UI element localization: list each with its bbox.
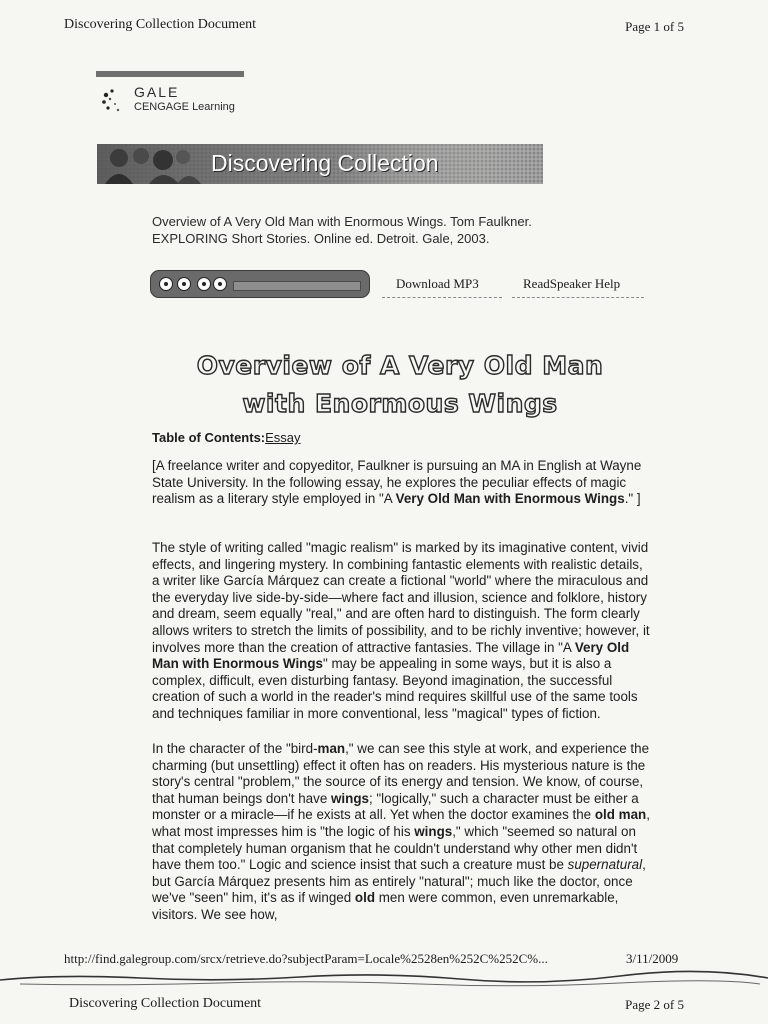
gale-dots-icon (100, 86, 126, 116)
article-title-line-1: Overview of A Very Old Man (196, 351, 604, 380)
intro-paragraph: [A freelance writer and copyeditor, Faulkner is pursuing an MA in English at Wayne State University. In the following essay, he explores the peculiar effects of magic realism as a literary style employed in "A Very Old Man with Enormous Wings." ] (152, 458, 642, 507)
play-button-icon[interactable] (159, 277, 173, 291)
table-of-contents (152, 430, 301, 445)
banner-title: Discovering Collection (211, 150, 439, 176)
header-doc-title: Discovering Collection Document (64, 17, 257, 32)
page-break-rule (0, 968, 768, 990)
pause-button-icon[interactable] (177, 277, 191, 291)
stop-button-icon[interactable] (197, 277, 211, 291)
footer-date: 3/11/2009 (626, 951, 679, 966)
logo-top-bar (96, 71, 244, 77)
toc-label: Table of Contents: (152, 430, 266, 445)
body-paragraph-1: The style of writing called "magic realism" is marked by its imaginative content, vivid effects, and lingering mystery. In combining fantastic elements with realistic details, a writer like García Márquez can create a fictional "world" where the miraculous and the everyday live side-by-side—where fact and illusion, science and folklore, history and dream, seem equally "real," and are often hard to distinguish. The form clearly allows writers to stretch the limits of possibility, and to be richly inventive; however, it involves more than the creation of attractive fantasies. The village in "A Very Old Man with Enormous Wings" may be appealing in some ways, but it is also a complex, difficult, even disturbing fantasy. Beyond imagination, the successful creation of such a world in the reader's mind requires skillful use of the same tools and techniques familiar in more conventional, less "magical" types of fiction. (152, 540, 650, 721)
discovering-collection-banner (97, 140, 543, 188)
citation-line-1: Overview of A Very Old Man with Enormous Wings. Tom Faulkner. (152, 214, 532, 229)
article-title (120, 347, 680, 423)
audio-progress-track[interactable] (233, 281, 361, 291)
header-page-number: Page 1 of 5 (625, 19, 684, 34)
download-mp3-link[interactable]: Download MP3 (396, 276, 479, 291)
toc-essay-link[interactable]: Essay (265, 430, 301, 445)
citation-line-2: EXPLORING Short Stories. Online ed. Detroit. Gale, 2003. (152, 231, 490, 246)
readspeaker-help-link[interactable]: ReadSpeaker Help (523, 276, 621, 291)
logo-sub: CENGAGE Learning (134, 101, 235, 113)
article-title-line-2: with Enormous Wings (242, 389, 558, 418)
download-link-underline (382, 297, 502, 298)
help-link-underline (512, 297, 644, 298)
gale-cengage-logo (100, 84, 270, 118)
next-page-number: Page 2 of 5 (625, 997, 684, 1012)
footer-url: http://find.galegroup.com/srcx/retrieve.do?subjectParam=Locale%2528en%252C%252C%... (64, 951, 548, 966)
audio-player[interactable] (150, 270, 370, 298)
citation (152, 213, 612, 247)
body-paragraph-2: In the character of the "bird-man," we can see this style at work, and experience the charming (but unsettling) effect it often has on readers. His mysterious nature is the story's central "problem," the source of its energy and tension. We know, of course, that human beings don't have wings; "logically," such a character must be either a monster or a miracle—if he exists at all. Yet when the doctor examines the old man, what most impresses him is "the logic of his wings," which "seemed so natural on that completely human organism that he couldn't understand why other men didn't have them too." Logic and science insist that such a creature must be supernatural, but García Márquez presents him as entirely "natural"; much like the doctor, once we've "seen" him, it's as if winged old men were common, even unremarkable, visitors. We see how, (152, 741, 650, 922)
logo-brand: GALE (134, 84, 180, 100)
next-page-doc-title: Discovering Collection Document (69, 996, 262, 1011)
volume-button-icon[interactable] (213, 277, 227, 291)
